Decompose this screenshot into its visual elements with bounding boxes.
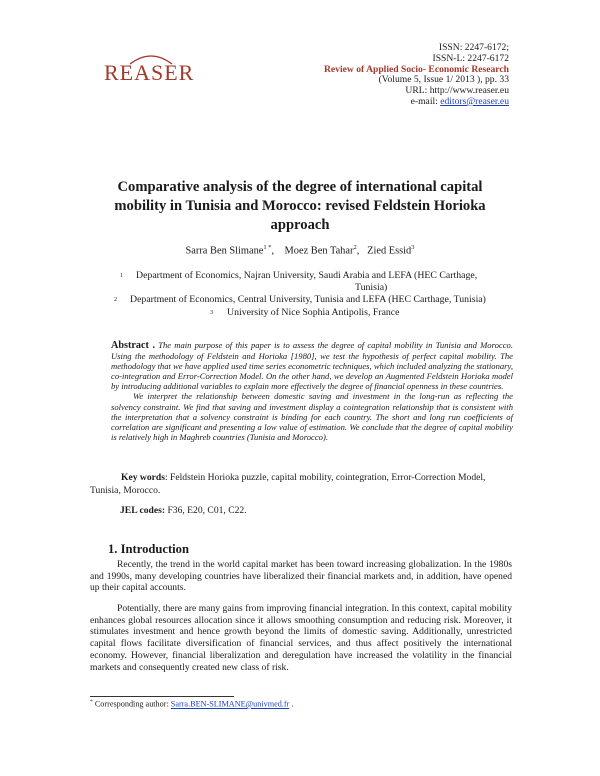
author-3-sup: 3: [411, 244, 415, 251]
author-2-sup: 2: [353, 244, 357, 251]
author-1-sup: 1 *: [263, 244, 272, 251]
section-number: 1.: [108, 542, 118, 556]
paper-title: Comparative analysis of the degree of international capital mobility in Tunisia and Morocco: revised Feldstein Horioka approach: [114, 179, 486, 233]
abstract-label: Abstract .: [111, 340, 156, 351]
email-line: e-mail: editors@reaser.eu: [410, 95, 509, 107]
journal-info: [324, 43, 509, 108]
section-heading: [108, 542, 189, 557]
logo-text: REASER: [104, 60, 195, 85]
keywords: [90, 472, 512, 497]
section-title: Introduction: [120, 542, 189, 556]
affiliation-3: $^3$ University of Nice Sophia Antipolis, France: [210, 307, 400, 318]
jel-codes: [120, 505, 247, 516]
affiliation-2: $^2$ Department of Economics, Central University, Tunisia and LEFA (HEC Carthage, Tunisia): [114, 294, 486, 305]
author-list: Sarra Ben Slimane$^{1 *}$, Moez Ben Tahar$^2$, Zied Essid$^3$: [185, 244, 415, 257]
author-2: Moez Ben Tahar: [284, 245, 354, 257]
intro-paragraph-2: Potentially, there are many gains from improving financial integration. In this context, capital mobility enhances global resources allocation since it allows smoothing consumption and reducing risk. Moreover, it stimulates investment and hence growth beyond the limits of domestic saving. Additionally, unrestricted capital flows facilitate diversification of financial services, and thus affect positively the international economy. However, financial liberalization and deregulation have increased the volatility in the financial markets and consequently created new class of risk.: [90, 603, 512, 673]
keywords-label: Key words: [121, 472, 165, 483]
affiliation-1-cont: Tunisia): [355, 282, 388, 293]
author-1: Sarra Ben Slimane: [185, 245, 264, 257]
issn-l: ISSN-L: 2247-6172: [432, 52, 509, 64]
url-line: URL: http://www.reaser.eu: [405, 85, 509, 97]
journal-logo: [104, 56, 196, 96]
jel-text: F36, E20, C01, C22.: [165, 505, 247, 516]
journal-url[interactable]: http://www.reaser.eu: [429, 85, 509, 97]
footnote-rule: [90, 696, 234, 697]
volume-info: (Volume 5, Issue 1/ 2013 ), pp. 33: [378, 74, 509, 86]
author-email-link[interactable]: Sarra.BEN-SLIMANE@univmed.fr: [170, 699, 290, 709]
journal-email-link[interactable]: editors@reaser.eu: [440, 95, 509, 107]
intro-paragraph-1: Recently, the trend in the world capital market has been toward increasing globalization. In the 1980s and 1990s, many developing countries have liberalized their financial markets and, in addition, have opened up their capital accounts.: [90, 559, 512, 594]
author-3: Zied Essid: [367, 245, 412, 257]
footnote: * Corresponding author: Sarra.BEN-SLIMANE@univmed.fr .: [90, 699, 294, 709]
affiliation-1: $^1$ Department of Economics, Najran University, Saudi Arabia and LEFA (HEC Carthage,: [120, 270, 478, 281]
abstract-paragraph-2: We interpret the relationship between domestic saving and investment in the long-run as reflecting the solvency constraint. We find that saving and investment display a cointegration relationship that is consistent with the interpretation that a solvency constraint is binding for each country. The short and long run coefficients of correlation are significant and presenting a low value of estimation. We conclude that the degree of capital mobility is relatively high in Maghreb countries (Tunisia and Morocco).: [111, 391, 513, 442]
jel-label: JEL codes:: [120, 505, 166, 516]
journal-name: Review of Applied Socio- Economic Research: [323, 63, 509, 75]
abstract-paragraph-1: Abstract . The main purpose of this paper is to assess the degree of capital mobility in Tunisia and Morocco. Using the methodology of Feldstein and Horioka [1980], we test the hypothesis of perfect capital mobility. The methodology that we have applied used time series econometric techniques, which included analyzing the stationary, co-integration and Error-Correction Model. On the other hand, we develop an Augmented Feldstein Horioka model by introducing additional variables to explain more effectively the degree of financial openness in these countries.: [111, 340, 513, 392]
issn: ISSN: 2247-6172;: [438, 42, 509, 53]
abstract: [111, 340, 513, 442]
keywords-text: : Feldstein Horioka puzzle, capital mobility, cointegration, Error-Correction Model, Tunisia, Morocco.: [90, 472, 486, 496]
